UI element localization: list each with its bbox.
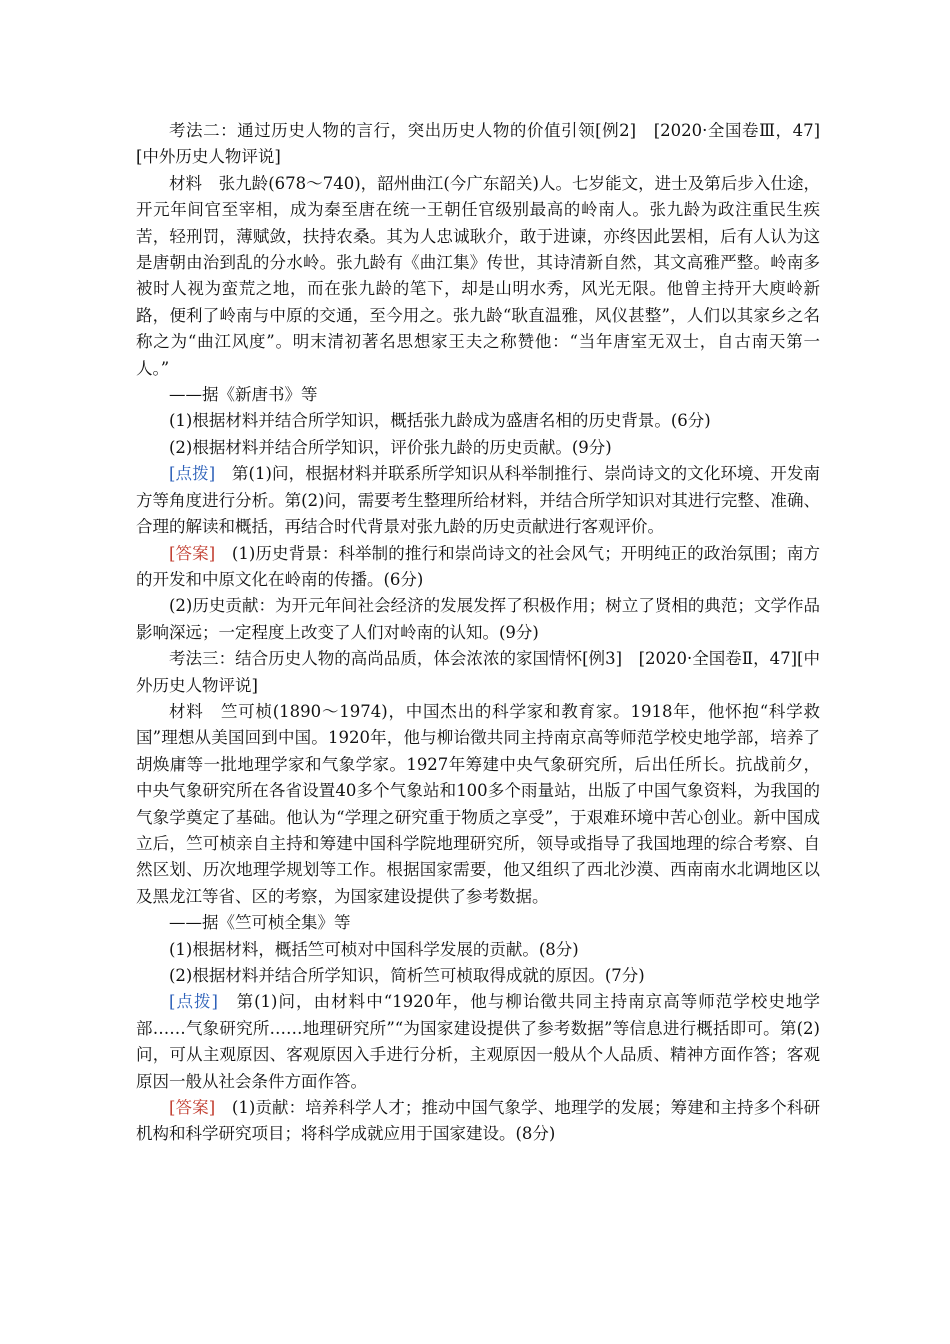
hint-tag: [点拨] <box>169 464 216 484</box>
answer-tag: [答案] <box>169 1098 216 1118</box>
answer-text: (1)贡献：培养科学人才；推动中国气象学、地理学的发展；筹建和主持多个科研机构和科学研究项目；将科学成就应用于国家建设。(8分) <box>136 1098 820 1144</box>
hint-text: 第(1)问，由材料中“1920年，他与柳诒徵共同主持南京高等师范学校史地学部……气象研究所……地理研究所”“为国家建设提供了参考数据”等信息进行概括即可。第(2)问，可从主观原因、客观原因入手进行分析，主观原因一般从个人品质、精神方面作答；客观原因一般从社会条件方面作答。 <box>136 992 820 1091</box>
material-zhu-kezhen: 材料 竺可桢(1890～1974)，中国杰出的科学家和教育家。1918年，他怀抱“科学救国”理想从美国回到中国。1920年，他与柳诒徵共同主持南京高等师范学校史地学部，培养了胡焕庸等一批地理学家和气象学家。1927年筹建中央气象研究所，后出任所长。抗战前夕，中央气象研究所在各省设置40多个气象站和100多个雨量站，出版了中国气象资料，为我国的气象学奠定了基础。他认为“学理之研究重于物质之享受”，于艰难环境中苦心创业。新中国成立后，竺可桢亲自主持和筹建中国科学院地理研究所，领导或指导了我国地理的综合考察、自然区划、历次地理学规划等工作。根据国家需要，他又组织了西北沙漠、西南南水北调地区以及黑龙江等省、区的考察，为国家建设提供了参考数据。 <box>136 701 820 906</box>
hint-tag: [点拨] <box>169 992 218 1012</box>
question-1: (1)根据材料并结合所学知识，概括张九龄成为盛唐名相的历史背景。(6分) <box>169 411 711 431</box>
question-2: (2)根据材料并结合所学知识，评价张九龄的历史贡献。(9分) <box>169 437 612 457</box>
method-2-heading: 考法二：通过历史人物的言行，突出历史人物的价值引领[例2] [2020·全国卷Ⅲ，47][中外历史人物评说] <box>136 121 820 167</box>
source-citation: ——据《竺可桢全集》等 <box>169 913 351 933</box>
method-3-heading: 考法三：结合历史人物的高尚品质，体会浓浓的家国情怀[例3] [2020·全国卷Ⅱ，47][中外历史人物评说] <box>136 649 820 695</box>
answer-text: (1)历史背景：科举制的推行和崇尚诗文的社会风气；开明纯正的政治氛围；南方的开发和中原文化在岭南的传播。(6分) <box>136 543 820 589</box>
question-1: (1)根据材料，概括竺可桢对中国科学发展的贡献。(8分) <box>169 939 579 959</box>
answer-tag: [答案] <box>169 543 216 563</box>
source-citation: ——据《新唐书》等 <box>169 385 318 405</box>
answer-part-2: (2)历史贡献：为开元年间社会经济的发展发挥了积极作用；树立了贤相的典范；文学作品影响深远；一定程度上改变了人们对岭南的认知。(9分) <box>136 596 820 642</box>
hint-paragraph <box>136 461 820 540</box>
question-2: (2)根据材料并结合所学知识，简析竺可桢取得成就的原因。(7分) <box>169 966 645 985</box>
answer-paragraph <box>136 541 820 594</box>
answer-paragraph <box>136 1095 820 1148</box>
hint-text: 第(1)问，根据材料并联系所学知识从科举制推行、崇尚诗文的文化环境、开发南方等角度进行分析。第(2)问，需要考生整理所给材料，并结合所学知识对其进行完整、准确、合理的解读和概括，再结合时代背景对张九龄的历史贡献进行客观评价。 <box>136 464 820 537</box>
hint-paragraph <box>136 989 820 1095</box>
material-zhang-jiuling: 材料 张九龄(678～740)，韶州曲江(今广东韶关)人。七岁能文，进士及第后步入仕途，开元年间官至宰相，成为秦至唐在统一王朝任官级别最高的岭南人。张九龄为政注重民生疾苦，轻刑罚，薄赋敛，扶持农桑。其为人忠诚耿介，敢于进谏，亦终因此罢相，后有人认为这是唐朝由治到乱的分水岭。张九龄有《曲江集》传世，其诗清新自然，其文高雅严整。岭南多被时人视为蛮荒之地，而在张九龄的笔下，却是山明水秀，风光无限。他曾主持开大庾岭新路，便利了岭南与中原的交通，至今用之。张九龄“耿直温雅，风仪甚整”，人们以其家乡之名称之为“曲江风度”。明末清初著名思想家王夫之称赞他：“当年唐室无双士，自古南天第一人。” <box>136 173 820 378</box>
